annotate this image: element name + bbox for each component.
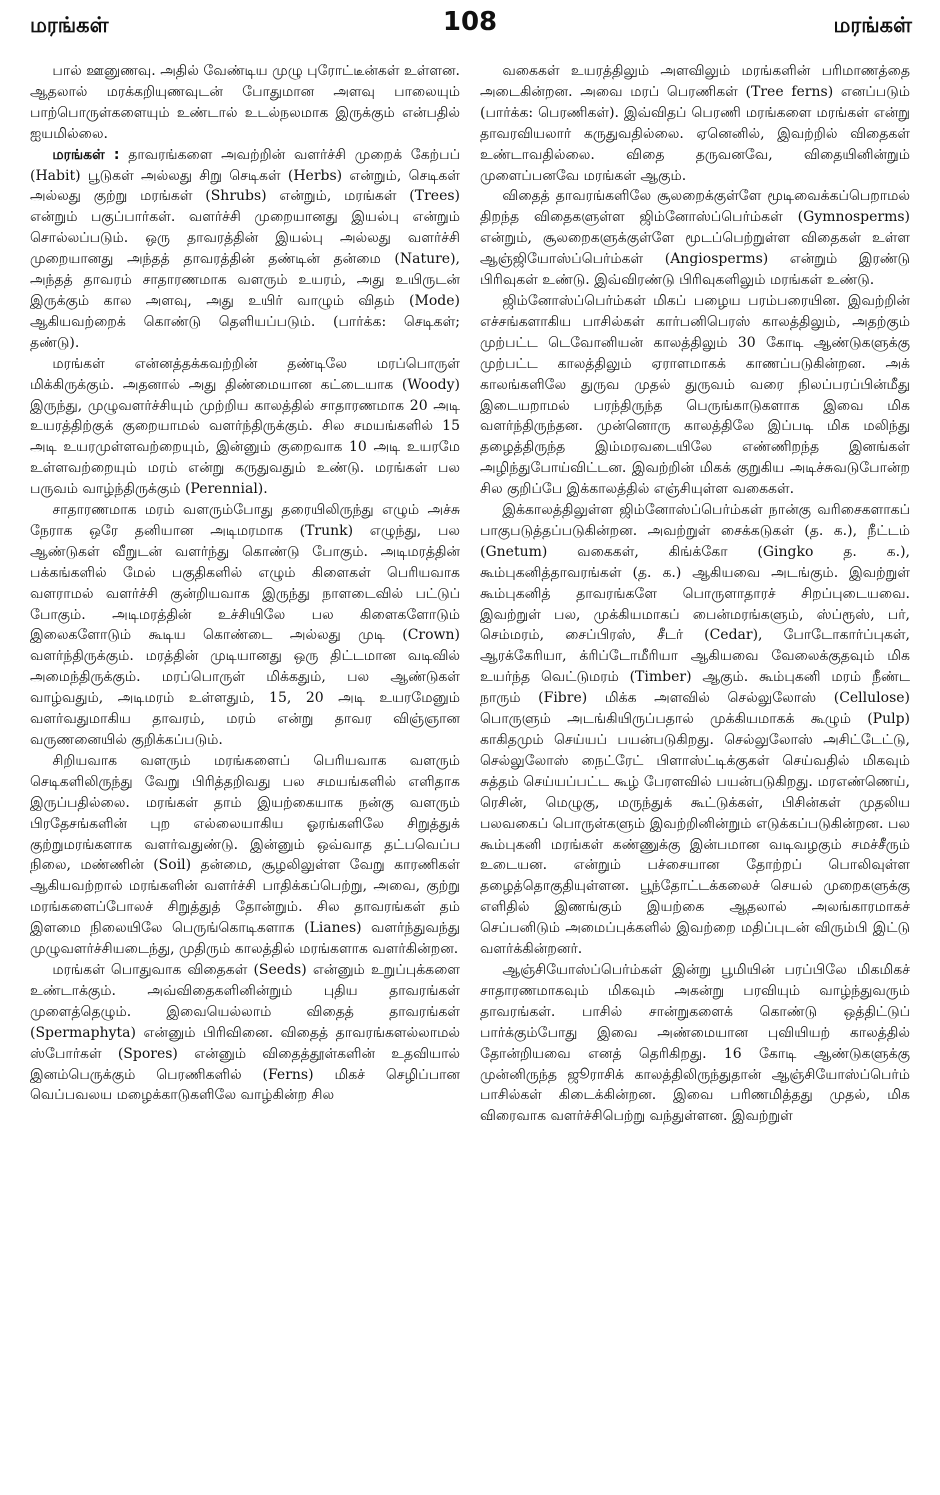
paragraph-text: தாவரங்களை அவற்றின் வளர்ச்சி முறைக் கேற்பப் (Habit) பூடுகள் அல்லது சிறு செடிகள் (Herbs) என்றும், செடிகள் அல்லது குற்று மரங்கள் (Shrubs) என்றும், மரங்கள் (Trees) என்றும் பகுப்பார்கள். வளர்ச்சி முறையானது இயல்பு என்றும் சொல்லப்படும். ஒரு தாவரத்தின் இயல்பு அல்லது வளர்ச்சி முறையானது அந்தத் தாவரத்தின் தண்டின் தன்மை (Nature), அந்தத் தாவரம் சாதாரணமாக வளரும் உயரம், அது உயிருடன் இருக்கும் கால அளவு, அது உயிர் வாழும் விதம் (Mode) ஆகியவற்றைக் கொண்டு தெளியப்படும். (பார்க்க: செடிகள்; தண்டு). <box>30 146 461 351</box>
paragraph: வகைகள் உயரத்திலும் அளவிலும் மரங்களின் பரிமாணத்தை அடைகின்றன. அவை மரப் பெரணிகள் (Tree ferns) எனப்படும் (பார்க்க: பெரணிகள்). இவ்விதப் பெரணி மரங்களை மரங்கள் என்று தாவரவியலார் கருதுவதில்லை. ஏனெனில், இவற்றில் விதைகள் உண்டாவதில்லை. விதை தருவனவே, விதையினின்றும் முளைப்பனவே மரங்கள் ஆகும். <box>480 63 910 184</box>
left-column <box>30 61 460 1106</box>
paragraph: இக்காலத்திலுள்ள ஜிம்னோஸ்ப்பெர்ம்கள் நான்கு வரிசைகளாகப் பாகுபடுத்தப்படுகின்றன. அவற்றுள் சைக்கடுகள் (த. க.), நீட்டம் (Gnetum) வகைகள், கிங்க்கோ (Gingko த. க.), கூம்புகனித்தாவரங்கள் (த. க.) ஆகியவை அடங்கும். இவற்றுள் கூம்புகனித் தாவரங்களே பொருளாதாரச் சிறப்புடையவை. இவற்றுள் பல, முக்கியமாகப் பைன்மரங்களும், ஸ்ப்ரூஸ், பர், செம்மரம், சைப்பிரஸ், சீடர் (Cedar), போடோகார்ப்புகள், ஆரக்கேரியா, க்ரிப்டோமீரியா ஆகியவை வேலைக்குதவும் மிக உயர்ந்த வெட்டுமரம் (Timber) ஆகும். கூம்புகனி மரம் நீண்ட நாரும் (Fibre) மிக்க அளவில் செல்லுலோஸ் (Cellulose) பொருளும் அடங்கியிருப்பதால் முக்கியமாகக் கூழும் (Pulp) காகிதமும் செய்யப் பயன்படுகிறது. செல்லுலோஸ் அசிட்டேட்டு, செல்லுலோஸ் நைட்ரேட் பிளாஸ்ட்டிக்குகள் செய்வதில் மிகவும் சுத்தம் செய்யப்பட்ட கூழ் பேரளவில் பயன்படுகிறது. மரஎண்ணெய், ரெசின், மெழுகு, மருந்துக் கூட்டுக்கள், பிசின்கள் முதலிய பலவகைப் பொருள்களும் இவற்றினின்றும் எடுக்கப்படுகின்றன. பல கூம்புகனி மரங்கள் கண்ணுக்கு இன்பமான வடிவழகும் சமச்சீரும் உடையன. என்றும் பச்சையான தோற்றப் பொலிவுள்ள தழைத்தொகுதியுள்ளன. பூந்தோட்டக்கலைச் செயல் முறைகளுக்கு எளிதில் இணங்கும் இயற்கை ஆதலால் அலங்காரமாகச் செப்பனிடும் அமைப்புக்களில் இவற்றை மதிப்புடன் விரும்பி இட்டு வளர்க்கின்றனர். <box>480 502 910 958</box>
paragraph: மரங்கள் என்னத்தக்கவற்றின் தண்டிலே மரப்பொருள் மிக்கிருக்கும். அதனால் அது திண்மையான கட்டையாக (Woody) இருந்து, முழுவளர்ச்சியும் முற்றிய காலத்தில் சாதாரணமாக 20 அடி உயரத்திற்குக் குறையாமல் வளர்ந்திருக்கும். சில சமயங்களில் 15 அடி உயரமுள்ளவற்றையும், இன்னும் குறைவாக 10 அடி உயரமே உள்ளவற்றையும் மரம் என்று கருதுவதும் உண்டு. மரங்கள் பல பருவம் வாழ்ந்திருக்கும் (Perennial). <box>30 355 460 498</box>
running-head-right: மரங்கள் <box>833 13 912 37</box>
page-number: 108 <box>442 7 498 37</box>
paragraph: சாதாரணமாக மரம் வளரும்போது தரையிலிருந்து எழும் அச்சு நேராக ஒரே தனியான அடிமரமாக (Trunk) எழுந்து, பல ஆண்டுகள் வீறுடன் வளர்ந்து கொண்டு போகும். அடிமரத்தின் பக்கங்களில் மேல் பகுதிகளில் எழும் கிளைகள் பெரியவாக வளராமல் வளர்ச்சி குன்றியவாக இருந்து நாளடைவில் பட்டுப் போகும். அடிமரத்தின் உச்சியிலே பல கிளைகளோடும் இலைகளோடும் கூடிய கொண்டை அல்லது முடி (Crown) வளர்ந்திருக்கும். மரத்தின் முடியானது ஒரு திட்டமான வடிவில் அமைந்திருக்கும். மரப்பொருள் மிக்கதும், பல ஆண்டுகள் வாழ்வதும், அடிமரம் உள்ளதும், 15, 20 அடி உயரமேனும் வளர்வதுமாகிய தாவரம், மரம் என்று தாவர விஞ்ஞான வருணனையில் குறிக்கப்படும். <box>30 502 460 748</box>
paragraph: பால் ஊனுணவு. அதில் வேண்டிய முழு புரோட்டீன்கள் உள்ளன. ஆதலால் மரக்கறியுணவுடன் போதுமான அளவு பாலையும் பாற்பொருள்களையும் உண்டால் உடல்நலமாக இருக்கும் என்பதில் ஐயமில்லை. <box>30 63 460 142</box>
paragraph <box>30 145 460 354</box>
running-head-left: மரங்கள் <box>30 13 109 37</box>
paragraph: விதைத் தாவரங்களிலே சூலறைக்குள்ளே மூடிவைக்கப்பெறாமல் திறந்த விதைகளுள்ள ஜிம்னோஸ்ப்பெர்ம்கள் (Gymnosperms) என்றும், சூலறைகளுக்குள்ளே மூடப்பெற்றுள்ள விதைகள் உள்ள ஆஞ்ஜியோஸ்ப்பெர்ம்கள் (Angiosperms) என்றும் இரண்டு பிரிவுகள் உண்டு. இவ்விரண்டு பிரிவுகளிலும் மரங்கள் உண்டு. <box>480 188 910 289</box>
paragraph: மரங்கள் பொதுவாக விதைகள் (Seeds) என்னும் உறுப்புக்களை உண்டாக்கும். அவ்விதைகளினின்றும் புதிய தாவரங்கள் முளைத்தெழும். இவையெல்லாம் விதைத் தாவரங்கள் (Spermaphyta) என்னும் பிரிவினை. விதைத் தாவரங்களல்லாமல் ஸ்போர்கள் (Spores) என்னும் விதைத்தூள்களின் உதவியால் இனம்பெருக்கும் பெரணிகளில் (Ferns) மிகச் செழிப்பான வெப்பவலய மழைக்காடுகளிலே வாழ்கின்ற சில <box>30 961 460 1104</box>
right-column <box>480 61 910 1127</box>
paragraph: ஜிம்னோஸ்ப்பெர்ம்கள் மிகப் பழைய பரம்பரையின. இவற்றின் எச்சங்களாகிய பாசில்கள் கார்பனிபெரஸ் காலத்திலும், அதற்கும் முற்பட்ட டெவோனியன் காலத்திலும் 30 கோடி ஆண்டுகளுக்கு முற்பட்ட காலத்திலும் ஏராளமாகக் காணப்படுகின்றன. அக் காலங்களிலே துருவ முதல் துருவம் வரை நிலப்பரப்பின்மீது இடையறாமல் பரந்திருந்த பெருங்காடுகளாக இவை மிக வளர்ந்திருந்தன. முன்னொரு காலத்திலே இப்படி மிக மலிந்து தழைத்திருந்த இம்மரவடையிலே எண்ணிறந்த இனங்கள் அழிந்துபோய்விட்டன. இவற்றின் மிகக் குறுகிய அடிச்சுவடுபோன்ற சில குறிப்பே இக்காலத்தில் எஞ்சியுள்ள வகைகள். <box>480 292 910 498</box>
paragraph: சிறியவாக வளரும் மரங்களைப் பெரியவாக வளரும் செடிகளிலிருந்து வேறு பிரித்தறிவது பல சமயங்களில் எளிதாக இருப்பதில்லை. மரங்கள் தாம் இயற்கையாக நன்கு வளரும் பிரதேசங்களின் புற எல்லையாகிய ஓரங்களிலே சிறுத்துக் குற்றுமரங்களாக வளர்வதுண்டு. இன்னும் ஒவ்வாத தட்பவெப்ப நிலை, மண்ணின் (Soil) தன்மை, சூழலிலுள்ள வேறு காரணிகள் ஆகியவற்றால் மரங்களின் வளர்ச்சி பாதிக்கப்பெற்று, அவை, குற்று மரங்களைப்போலச் சிறுத்துத் தோன்றும். சில தாவரங்கள் தம் இளமை நிலையிலே பெருங்கொடிகளாக (Lianes) வளர்ந்துவந்து முழுவளர்ச்சியடைந்து, முதிரும் காலத்தில் மரங்களாக வளர்கின்றன. <box>30 752 460 958</box>
section-heading: மரங்கள் : <box>52 146 120 163</box>
paragraph: ஆஞ்சியோஸ்ப்பெர்ம்கள் இன்று பூமியின் பரப்பிலே மிகமிகச் சாதாரணமாகவும் மிகவும் அகன்று பரவியும் வாழ்ந்துவரும் தாவரங்கள். பாசில் சான்றுகளைக் கொண்டு ஒத்திட்டுப் பார்க்கும்போது இவை அண்மையான புவியியற் காலத்தில் தோன்றியவை எனத் தெரிகிறது. 16 கோடி ஆண்டுகளுக்கு முன்னிருந்த ஜூராசிக் காலத்திலிருந்துதான் ஆஞ்சியோஸ்ப்பெர்ம் பாசில்கள் கிடைக்கின்றன. இவை பரிணமித்தது முதல், மிக விரைவாக வளர்ச்சிபெற்று வந்துள்ளன. இவற்றுள் <box>480 961 910 1125</box>
